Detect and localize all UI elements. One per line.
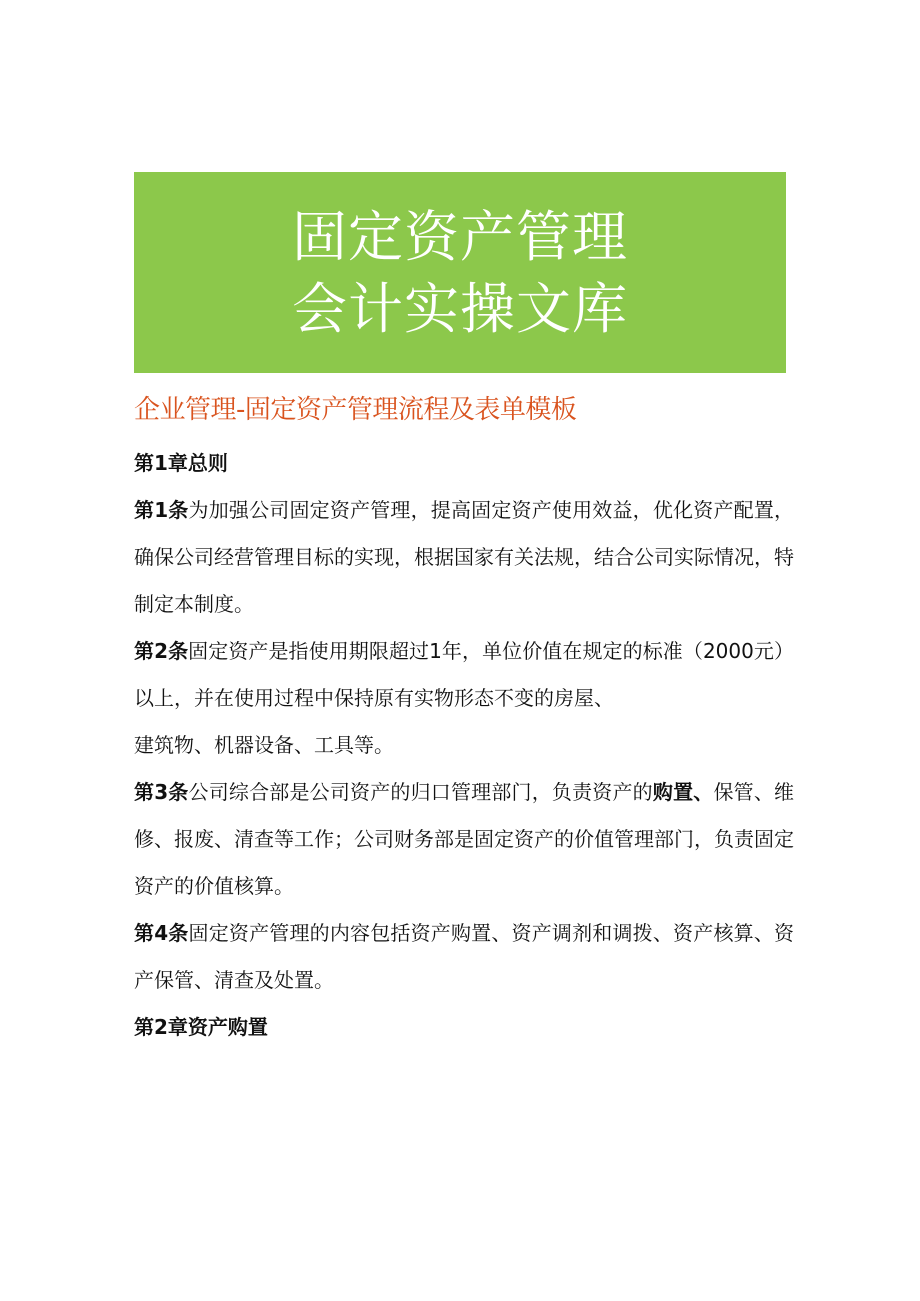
article-1-number: 第1条 [134,498,189,522]
article-2-text-continued: 建筑物、机器设备、工具等。 [134,733,394,757]
document-body [134,440,794,1051]
chapter-1-heading: 第1章总则 [134,451,228,475]
article-2-number: 第2条 [134,639,189,663]
banner-title-line-2: 会计实操文库 [291,276,628,341]
cover-banner [134,172,786,373]
article-2 [134,628,794,722]
article-3 [134,769,794,910]
banner-title-line-1: 固定资产管理 [291,204,628,269]
article-3-text-end: 保管、维修、报废、清查等工作；公司财务部是固定资产的价值管理部门，负责固定资产的价值核算。 [134,780,795,898]
article-2-continued [134,722,794,769]
article-4-number: 第4条 [134,921,189,945]
chapter-2-heading: 第2章资产购置 [134,1015,268,1039]
article-3-text-start: 公司综合部是公司资产的归口管理部门，负责资产的 [188,780,653,804]
article-3-bold-text: 购置、 [652,780,714,804]
article-4-text: 固定资产管理的内容包括资产购置、资产调剂和调拨、资产核算、资产保管、清查及处置。 [134,921,795,992]
article-3-number: 第3条 [134,780,189,804]
article-1 [134,487,794,628]
document-title: 企业管理-固定资产管理流程及表单模板 [134,395,577,425]
article-1-text: 为加强公司固定资产管理，提高固定资产使用效益，优化资产配置，确保公司经营管理目标的实现，根据国家有关法规，结合公司实际情况，特制定本制度。 [134,498,795,616]
article-4 [134,910,794,1004]
article-2-text: 固定资产是指使用期限超过1年，单位价值在规定的标准（2000元）以上，并在使用过程中保持原有实物形态不变的房屋、 [134,639,794,710]
